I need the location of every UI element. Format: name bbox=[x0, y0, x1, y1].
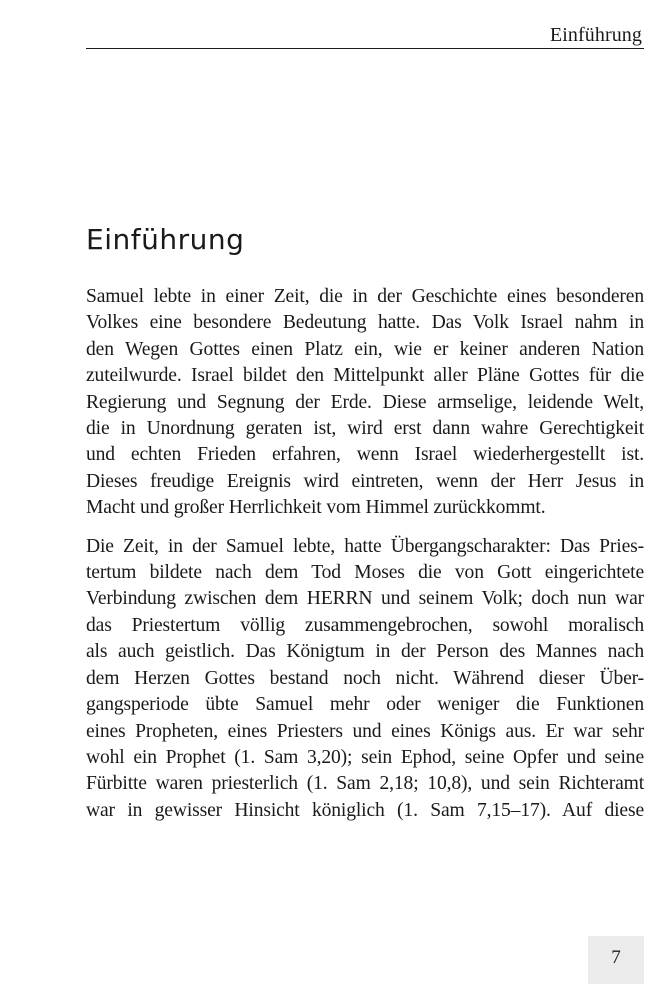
text-line: Samuel lebte in einer Zeit, die in der Geschichte eines besonderen bbox=[86, 286, 644, 307]
running-header bbox=[86, 22, 644, 49]
text-line: war in gewisser Hinsicht königlich (1. Sam 7,15–17). Auf diese bbox=[86, 799, 644, 821]
page-number-box bbox=[588, 936, 644, 984]
text-line: als auch geistlich. Das Königtum in der Person des Mannes nach bbox=[86, 641, 644, 663]
text-line: Macht und großer Herrlichkeit vom Himmel zurückkommt. bbox=[86, 497, 546, 519]
text-line: Fürbitte waren priesterlich (1. Sam 2,18; 10,8), und sein Richteramt bbox=[86, 773, 644, 795]
text-line: wohl ein Prophet (1. Sam 3,20); sein Ephod, seine Opfer und seine bbox=[86, 746, 644, 768]
text-line: tertum bildete nach dem Tod Moses die von Gott eingerichtete bbox=[86, 562, 644, 584]
text-line: Dieses freudige Ereignis wird eintreten, wenn der Herr Jesus in bbox=[86, 470, 644, 492]
text-line: die in Unordnung geraten ist, wird erst dann wahre Gerechtigkeit bbox=[86, 418, 644, 440]
text-line: zuteilwurde. Israel bildet den Mittelpunkt aller Pläne Gottes für die bbox=[86, 365, 644, 387]
text-line: dem Herzen Gottes bestand noch nicht. Während dieser Über- bbox=[86, 667, 644, 689]
text-line: das Priestertum völlig zusammengebrochen, sowohl moralisch bbox=[86, 614, 644, 636]
chapter-title: Einführung bbox=[86, 223, 245, 256]
page-number: 7 bbox=[611, 947, 621, 968]
text-line: und echten Frieden erfahren, wenn Israel wiederhergestellt ist. bbox=[86, 444, 644, 466]
text-line: eines Propheten, eines Priesters und eines Königs aus. Er war sehr bbox=[86, 720, 644, 742]
text-line: gangsperiode übte Samuel mehr oder weniger die Funktionen bbox=[86, 694, 644, 716]
running-header-title: Einführung bbox=[549, 24, 642, 46]
text-line: Verbindung zwischen dem HERRN und seinem Volk; doch nun war bbox=[86, 588, 644, 610]
text-line: den Wegen Gottes einen Platz ein, wie er keiner anderen Nation bbox=[86, 338, 644, 360]
text-line: Volkes eine besondere Bedeutung hatte. Das Volk Israel nahm in bbox=[86, 312, 644, 334]
text-line: Regierung und Segnung der Erde. Diese armselige, leidende Welt, bbox=[86, 391, 644, 413]
paragraph-1 bbox=[86, 284, 644, 522]
text-line: Die Zeit, in der Samuel lebte, hatte Übergangscharakter: Das Pries- bbox=[86, 535, 644, 557]
paragraph-2 bbox=[86, 534, 644, 824]
body-text bbox=[86, 284, 644, 836]
